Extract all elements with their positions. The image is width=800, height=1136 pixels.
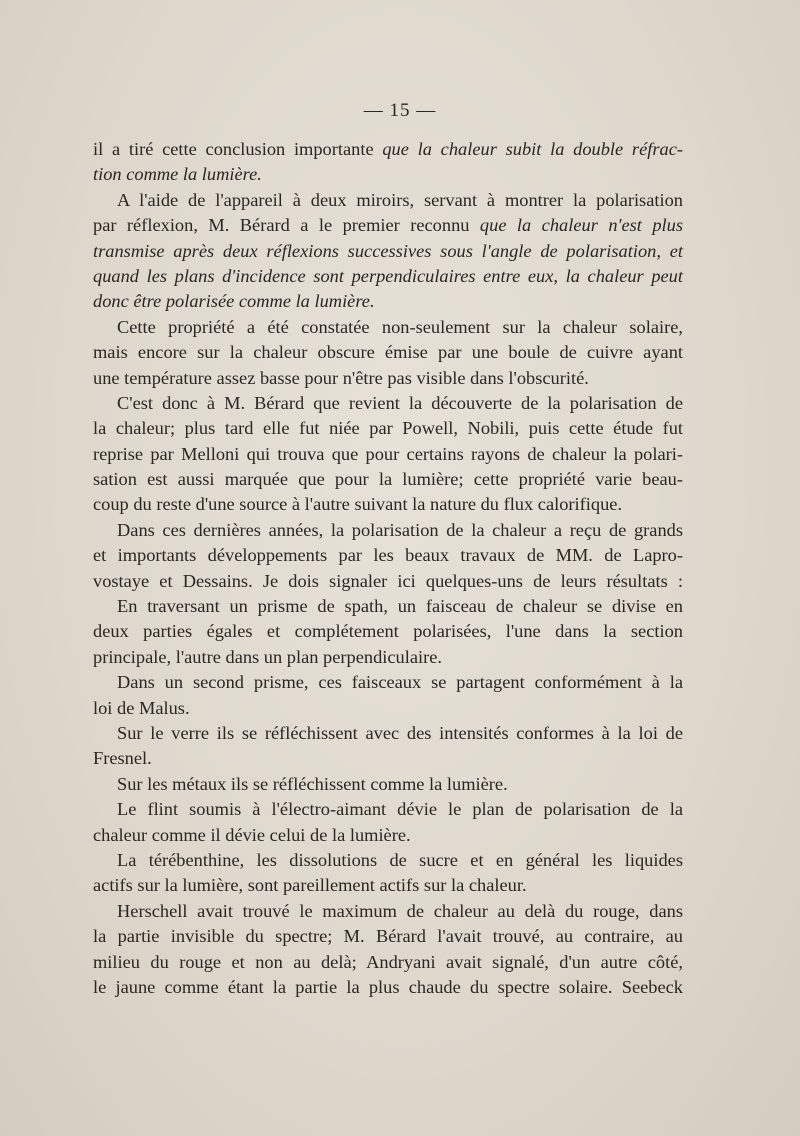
text-run: En traversant un prisme de spath, un faisceau de chaleur se divise en <box>117 596 683 617</box>
text-run: milieu du rouge et non au delà; Andryani avait signalé, d'un autre côté, <box>93 951 683 972</box>
text-run: principale, l'autre dans un plan perpendiculaire. <box>93 646 443 667</box>
text-line <box>93 239 683 264</box>
italic-text: donc être polarisée comme la lumière. <box>93 291 375 312</box>
body-text <box>93 137 683 1000</box>
text-line <box>93 848 683 873</box>
text-run: la chaleur; plus tard elle fut niée par Powell, Nobili, puis cette étude fut <box>93 418 683 439</box>
text-line <box>93 162 683 187</box>
text-line <box>93 289 683 314</box>
text-line <box>93 772 683 797</box>
text-line <box>93 315 683 340</box>
text-run: Le flint soumis à l'électro-aimant dévie le plan de polarisation de la <box>117 799 683 820</box>
italic-text: quand les plans d'incidence sont perpendiculaires entre eux, la chaleur peut <box>93 265 683 286</box>
text-run: actifs sur la lumière, sont pareillement actifs sur la chaleur. <box>93 875 527 896</box>
text-run: le jaune comme étant la partie la plus chaude du spectre solaire. Seebeck <box>93 976 683 997</box>
text-line <box>93 264 683 289</box>
text-line <box>93 340 683 365</box>
text-run: reprise par Melloni qui trouva que pour certains rayons de chaleur la polari- <box>93 443 683 464</box>
text-run: La térébenthine, les dissolutions de sucre et en général les liquides <box>117 849 683 870</box>
italic-text: que la chaleur n'est plus <box>479 215 683 236</box>
text-line <box>93 518 683 543</box>
text-line <box>93 213 683 238</box>
text-run: Cette propriété a été constatée non-seulement sur la chaleur solaire, <box>117 316 683 337</box>
text-run: par réflexion, M. Bérard a le premier reconnu <box>93 215 480 236</box>
text-line <box>93 645 683 670</box>
text-run: C'est donc à M. Bérard que revient la découverte de la polarisation de <box>117 392 683 413</box>
text-run: et importants développements par les beaux travaux de MM. de Lapro- <box>93 545 683 566</box>
text-line <box>93 467 683 492</box>
italic-text: que la chaleur subit la double réfrac- <box>382 139 683 159</box>
text-run: A l'aide de l'appareil à deux miroirs, servant à montrer la polarisation <box>117 189 683 210</box>
text-run: Fresnel. <box>93 748 152 769</box>
text-run: il a tiré cette conclusion importante <box>93 139 383 159</box>
italic-text: transmise après deux réflexions successives sous l'angle de polarisation, et <box>93 240 683 261</box>
text-line <box>93 569 683 594</box>
text-line <box>93 924 683 949</box>
text-run: Sur le verre ils se réfléchissent avec des intensités conformes à la loi de <box>117 722 683 743</box>
text-run: coup du reste d'une source à l'autre suivant la nature du flux calorifique. <box>93 494 623 515</box>
text-line <box>93 594 683 619</box>
text-line <box>93 899 683 924</box>
text-line <box>93 492 683 517</box>
text-line <box>93 366 683 391</box>
text-run: la partie invisible du spectre; M. Bérard l'avait trouvé, au contraire, au <box>93 926 683 947</box>
text-line <box>93 137 683 162</box>
text-line <box>93 543 683 568</box>
text-line <box>93 950 683 975</box>
text-line <box>93 416 683 441</box>
text-run: vostaye et Dessains. Je dois signaler ici quelques-uns de leurs résultats : <box>93 570 683 591</box>
text-line <box>93 823 683 848</box>
text-line <box>93 873 683 898</box>
text-line <box>93 721 683 746</box>
text-line <box>93 696 683 721</box>
italic-text: tion comme la lumière. <box>93 164 262 185</box>
text-line <box>93 797 683 822</box>
text-line <box>93 442 683 467</box>
text-line <box>93 975 683 1000</box>
text-line <box>93 188 683 213</box>
text-run: Dans un second prisme, ces faisceaux se partagent conformément à la <box>117 672 683 693</box>
text-run: loi de Malus. <box>93 697 190 718</box>
text-line <box>93 391 683 416</box>
text-run: deux parties égales et complétement polarisées, l'une dans la section <box>93 621 683 642</box>
text-line <box>93 619 683 644</box>
text-line <box>93 670 683 695</box>
text-run: mais encore sur la chaleur obscure émise par une boule de cuivre ayant <box>93 342 683 363</box>
text-run: Herschell avait trouvé le maximum de chaleur au delà du rouge, dans <box>117 900 683 921</box>
text-line <box>93 746 683 771</box>
text-run: chaleur comme il dévie celui de la lumière. <box>93 824 411 845</box>
text-run: Sur les métaux ils se réfléchissent comme la lumière. <box>117 773 508 794</box>
text-run: Dans ces dernières années, la polarisation de la chaleur a reçu de grands <box>117 519 683 540</box>
text-run: sation est aussi marquée que pour la lumière; cette propriété varie beau- <box>93 469 683 490</box>
page-number: — 15 — <box>363 100 437 121</box>
text-run: une température assez basse pour n'être pas visible dans l'obscurité. <box>93 367 589 388</box>
